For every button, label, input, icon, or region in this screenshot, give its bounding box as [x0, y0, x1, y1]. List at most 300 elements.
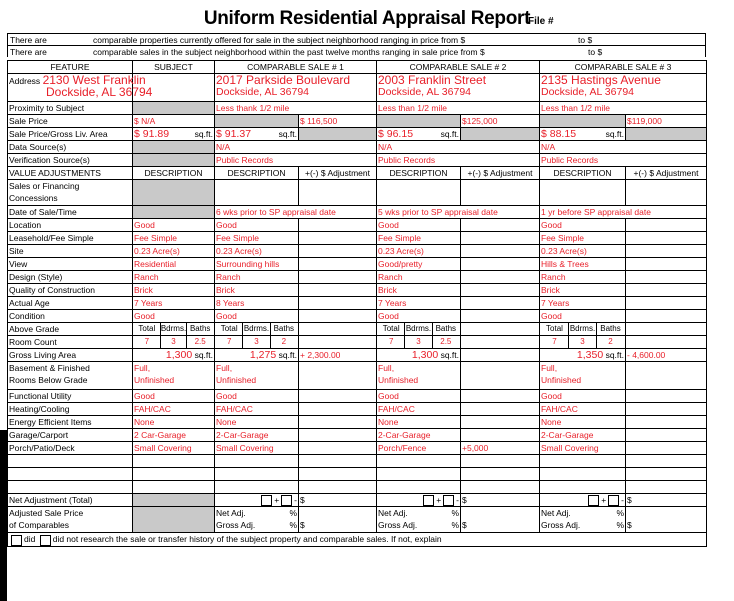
subject-address-line1[interactable]: 2130 West Franklin — [42, 73, 146, 87]
pct-label[interactable]: % — [451, 508, 459, 519]
sqft-unit: sq.ft. — [440, 350, 459, 360]
comp2-room-adj[interactable] — [461, 323, 540, 336]
price-gla-label: Sale Price/Gross Liv. Area — [8, 128, 133, 141]
gla-row — [8, 349, 707, 362]
feature-row — [8, 271, 707, 284]
date-of-sale-label: Date of Sale/Time — [8, 206, 133, 219]
offered-range-text: comparable properties currently offered for sale in the subject neighborhood ranging in price from $ — [93, 35, 466, 45]
subject-value[interactable]: Brick — [133, 284, 215, 297]
sqft-unit: sq.ft. — [194, 350, 213, 360]
plus-label: + — [601, 495, 607, 505]
comp3-adjustment[interactable] — [626, 429, 707, 442]
comp2-description-header: DESCRIPTION — [377, 167, 461, 180]
comp2-adjustment[interactable] — [461, 429, 540, 442]
subject-value[interactable]: Fee Simple — [133, 232, 215, 245]
dollar-label[interactable]: $ — [300, 520, 305, 531]
comp3-financing-adj[interactable] — [626, 180, 707, 206]
basement-finish[interactable]: Unfinished — [378, 375, 419, 385]
sqft-unit: sq.ft. — [605, 350, 624, 360]
comp3-gla-adj[interactable]: - 4,600.00 — [626, 349, 707, 362]
subject-value[interactable]: FAH/CAC — [133, 403, 215, 416]
comp2-sale-price[interactable]: $125,000 — [461, 115, 540, 128]
comp3-room-count-adj[interactable] — [626, 336, 707, 349]
subject-address-line2[interactable]: Dockside, AL 36794 — [46, 85, 153, 99]
comp2-value[interactable]: Good — [377, 390, 461, 403]
baths-header: Baths — [189, 324, 211, 333]
comp1-adjustment[interactable] — [299, 403, 377, 416]
comp2-verification[interactable]: Public Records — [377, 154, 540, 167]
basement-type[interactable]: Full, — [541, 363, 558, 373]
comp1-value[interactable]: Good — [215, 310, 299, 323]
comp1-adjustment[interactable] — [299, 390, 377, 403]
gross-adj-label: Gross Adj. — [216, 520, 256, 531]
comp3-price-gla[interactable]: $ 88.15 — [541, 128, 577, 140]
total-header: Total — [134, 323, 161, 335]
comp2-adjustment[interactable] — [461, 403, 540, 416]
comp3-adjustment[interactable] — [626, 416, 707, 429]
blank-cell[interactable] — [626, 468, 707, 481]
blank-cell[interactable] — [540, 481, 626, 494]
comp1-value[interactable]: None — [215, 416, 299, 429]
comp1-room-adj[interactable] — [299, 323, 377, 336]
blank-cell[interactable] — [299, 468, 377, 481]
comp1-value[interactable]: Good — [215, 390, 299, 403]
blank-cell[interactable] — [540, 468, 626, 481]
comp3-adjustment[interactable] — [626, 297, 707, 310]
blank-cell[interactable] — [299, 455, 377, 468]
comp1-room-count-adj[interactable] — [299, 336, 377, 349]
comp3-header: COMPARABLE SALE # 3 — [540, 61, 707, 74]
comp1-adjustment[interactable] — [299, 416, 377, 429]
blank-row-2 — [8, 468, 707, 481]
comp2-price-gla-cell — [377, 128, 461, 141]
feature-row — [8, 284, 707, 297]
comp3-value[interactable]: 2-Car-Garage — [540, 429, 626, 442]
comp1-value[interactable]: Brick — [215, 284, 299, 297]
comp2-value[interactable]: Fee Simple — [377, 232, 461, 245]
comp2-value[interactable]: Porch/Fence — [377, 442, 461, 455]
verification-label: Verification Source(s) — [8, 154, 133, 167]
comp3-value[interactable]: Hills & Trees — [540, 258, 626, 271]
comp3-adjustment[interactable] — [626, 284, 707, 297]
comp2-gla-adj[interactable] — [461, 349, 540, 362]
there-are-label: There are — [10, 47, 47, 57]
feature-row — [8, 219, 707, 232]
comp1-adjustment[interactable] — [299, 258, 377, 271]
subject-financing-shaded — [133, 180, 215, 206]
offered-range-row — [7, 33, 706, 45]
comp3-value[interactable]: None — [540, 416, 626, 429]
subject-verification-shaded — [133, 154, 215, 167]
comp3-room-adj[interactable] — [626, 323, 707, 336]
blank-cell[interactable] — [215, 481, 299, 494]
comp3-verification[interactable]: Public Records — [540, 154, 707, 167]
comp2-value[interactable]: 0.23 Acre(s) — [377, 245, 461, 258]
feature-label: Heating/Cooling — [8, 403, 133, 416]
basement-type[interactable]: Full, — [134, 363, 151, 373]
comp1-address-line1[interactable]: 2017 Parkside Boulevard — [216, 73, 351, 87]
blank-cell[interactable] — [133, 481, 215, 494]
comp2-value[interactable]: Brick — [377, 284, 461, 297]
comp3-adjustment[interactable] — [626, 390, 707, 403]
comp3-sale-price[interactable]: $119,000 — [626, 115, 707, 128]
comp3-value[interactable]: FAH/CAC — [540, 403, 626, 416]
comp3-adjustment[interactable] — [626, 232, 707, 245]
comp2-value[interactable]: Good — [377, 310, 461, 323]
minus-checkbox[interactable] — [443, 495, 454, 506]
comp1-adjustment[interactable] — [299, 429, 377, 442]
comp1-gla-adj[interactable]: + 2,300.00 — [299, 349, 377, 362]
blank-cell[interactable] — [8, 455, 133, 468]
basement-type[interactable]: Full, — [378, 363, 395, 373]
pct-label[interactable]: % — [616, 508, 624, 519]
subject-value[interactable]: 0.23 Acre(s) — [133, 245, 215, 258]
subject-price-gla[interactable]: $ 91.89 — [134, 128, 170, 140]
did-checkbox[interactable] — [11, 535, 22, 546]
blank-cell[interactable] — [540, 455, 626, 468]
baths[interactable]: 2 — [608, 337, 613, 346]
subject-value[interactable]: Small Covering — [133, 442, 215, 455]
blank-cell[interactable] — [377, 468, 461, 481]
dollar-label[interactable]: $ — [627, 520, 632, 531]
baths[interactable]: 2.5 — [440, 337, 452, 346]
blank-cell[interactable] — [299, 481, 377, 494]
baths[interactable]: 2 — [281, 337, 287, 346]
comp1-value[interactable]: Small Covering — [215, 442, 299, 455]
comp1-gla[interactable]: 1,275 — [249, 349, 277, 361]
total-rooms[interactable]: 7 — [216, 336, 243, 348]
comp3-gla[interactable]: 1,350 — [576, 349, 604, 361]
comp2-price-gla-shaded — [461, 128, 540, 141]
subject-value[interactable]: Good — [133, 310, 215, 323]
comp2-value[interactable]: Good — [377, 219, 461, 232]
feature-label: Location — [8, 219, 133, 232]
baths-header: Baths — [435, 324, 457, 333]
blank-cell[interactable] — [377, 481, 461, 494]
comp3-price-gla-shaded — [626, 128, 707, 141]
comp3-net-adj-toggle — [540, 494, 626, 507]
address-row — [8, 74, 707, 102]
comp3-basement-adj[interactable] — [626, 362, 707, 390]
feature-label: Functional Utility — [8, 390, 133, 403]
plus-checkbox[interactable] — [261, 495, 272, 506]
blank-cell[interactable] — [461, 481, 540, 494]
comp3-date-of-sale[interactable]: 1 yr before SP appraisal date — [540, 206, 707, 219]
comp1-sale-price[interactable]: $ 116,500 — [299, 115, 377, 128]
comp1-basement-adj[interactable] — [299, 362, 377, 390]
minus-checkbox[interactable] — [281, 495, 292, 506]
basement-label2: Rooms Below Grade — [9, 375, 88, 385]
comp1-net-adj[interactable]: $ — [299, 494, 377, 507]
comp1-adjustment-header: +(-) $ Adjustment — [299, 167, 377, 180]
subject-value[interactable]: Residential — [133, 258, 215, 271]
comp3-address-line2[interactable]: Dockside, AL 36794 — [541, 86, 635, 98]
comp2-room-header — [377, 323, 461, 336]
minus-checkbox[interactable] — [608, 495, 619, 506]
comp1-verification[interactable]: Public Records — [215, 154, 377, 167]
comp1-value[interactable]: 8 Years — [215, 297, 299, 310]
comp1-value[interactable]: Ranch — [215, 271, 299, 284]
comp2-price-gla[interactable]: $ 96.15 — [378, 128, 414, 140]
comp2-gla[interactable]: 1,300 — [411, 349, 439, 361]
comp1-financing-adj[interactable] — [299, 180, 377, 206]
comp1-financing[interactable] — [215, 180, 299, 206]
comp2-value[interactable]: 2-Car-Garage — [377, 429, 461, 442]
comp1-adjustment[interactable] — [299, 442, 377, 455]
comp3-adjustment[interactable] — [626, 245, 707, 258]
comp2-room-count-adj[interactable] — [461, 336, 540, 349]
subject-proximity-cell — [133, 102, 215, 115]
comp1-adjustment[interactable] — [299, 245, 377, 258]
baths[interactable]: 2.5 — [194, 337, 206, 346]
comp1-basement — [215, 362, 299, 390]
blank-cell[interactable] — [215, 455, 299, 468]
comp3-adjustment[interactable] — [626, 442, 707, 455]
comp1-adjustment[interactable] — [299, 284, 377, 297]
feature-label: Leasehold/Fee Simple — [8, 232, 133, 245]
feature-row — [8, 310, 707, 323]
blank-cell[interactable] — [461, 468, 540, 481]
blank-cell[interactable] — [133, 455, 215, 468]
comp1-value[interactable]: FAH/CAC — [215, 403, 299, 416]
subject-room-header — [133, 323, 215, 336]
sales-to-label: to $ — [588, 47, 603, 57]
blank-row-3 — [8, 481, 707, 494]
feature-row — [8, 232, 707, 245]
net-adjustment-label: Net Adjustment (Total) — [8, 494, 133, 507]
minus-label: - — [621, 495, 624, 505]
blank-cell[interactable] — [133, 468, 215, 481]
comp3-data-source[interactable]: N/A — [540, 141, 707, 154]
comp3-room-header — [540, 323, 626, 336]
did-not-checkbox[interactable] — [40, 535, 51, 546]
blank-cell[interactable] — [8, 468, 133, 481]
bedrooms[interactable]: 3 — [569, 336, 597, 348]
comp1-value[interactable]: 0.23 Acre(s) — [215, 245, 299, 258]
comp3-value[interactable]: Brick — [540, 284, 626, 297]
feature-row — [8, 258, 707, 271]
comp3-adjustment[interactable] — [626, 271, 707, 284]
feature-rows-2 — [8, 390, 707, 455]
subject-gla[interactable]: 1,300 — [165, 349, 193, 361]
feature-label: Actual Age — [8, 297, 133, 310]
pct-label[interactable]: % — [289, 520, 297, 531]
feature-rows — [8, 219, 707, 323]
comp3-sale-price-shaded — [540, 115, 626, 128]
comp2-basement — [377, 362, 461, 390]
comp1-value[interactable]: Fee Simple — [215, 232, 299, 245]
comp2-net-adj[interactable]: $ — [461, 494, 540, 507]
blank-cell[interactable] — [626, 455, 707, 468]
subject-data-source-shaded — [133, 141, 215, 154]
comp2-value[interactable]: Ranch — [377, 271, 461, 284]
comp2-room-count — [377, 336, 461, 349]
comp3-value[interactable]: Good — [540, 390, 626, 403]
comp2-basement-adj[interactable] — [461, 362, 540, 390]
comp3-value[interactable]: 0.23 Acre(s) — [540, 245, 626, 258]
comp3-proximity[interactable]: Less than 1/2 mile — [540, 102, 707, 115]
comp3-value[interactable]: Good — [540, 310, 626, 323]
comp1-description-header: DESCRIPTION — [215, 167, 299, 180]
subject-date-shaded — [133, 206, 215, 219]
comp1-value[interactable]: 2-Car-Garage — [215, 429, 299, 442]
comp1-room-header — [215, 323, 299, 336]
sales-range-text: comparable sales in the subject neighborhood within the past twelve months ranging in sale price from $ — [93, 47, 485, 57]
feature-row — [8, 429, 707, 442]
basement-finish[interactable]: Unfinished — [134, 375, 175, 385]
comp2-header: COMPARABLE SALE # 2 — [377, 61, 540, 74]
research-row — [8, 533, 707, 546]
comp2-adjustment[interactable] — [461, 284, 540, 297]
sale-price-row — [8, 115, 707, 128]
blank-cell[interactable] — [461, 455, 540, 468]
comp2-address-line1[interactable]: 2003 Franklin Street — [378, 73, 487, 87]
comp2-adjustment[interactable] — [461, 390, 540, 403]
bedrooms[interactable]: 3 — [161, 336, 188, 348]
plus-checkbox[interactable] — [423, 495, 434, 506]
comp1-net-adj-toggle — [215, 494, 299, 507]
comp2-adjustment[interactable] — [461, 232, 540, 245]
comp2-proximity[interactable]: Less than 1/2 mile — [377, 102, 540, 115]
comp1-proximity[interactable]: Less thank 1/2 mile — [215, 102, 377, 115]
comp1-data-source[interactable]: N/A — [215, 141, 377, 154]
sale-price-label: Sale Price — [8, 115, 133, 128]
subject-basement — [133, 362, 215, 390]
comp2-adjustment[interactable] — [461, 416, 540, 429]
comp3-value[interactable]: Fee Simple — [540, 232, 626, 245]
comp2-adjusted-price — [461, 507, 540, 533]
comp2-adjustment[interactable]: +5,000 — [461, 442, 540, 455]
blank-cell[interactable] — [215, 468, 299, 481]
sqft-unit: sq.ft. — [440, 129, 459, 139]
comp3-value[interactable]: Small Covering — [540, 442, 626, 455]
comp3-net-adj[interactable]: $ — [626, 494, 707, 507]
feature-header: FEATURE — [8, 61, 133, 74]
total-header: Total — [378, 323, 405, 335]
subject-sale-price[interactable]: $ N/A — [133, 115, 215, 128]
basement-finish[interactable]: Unfinished — [541, 375, 582, 385]
comp2-adjustment-header: +(-) $ Adjustment — [461, 167, 540, 180]
pct-label[interactable]: % — [616, 520, 624, 531]
gross-adj-label: Gross Adj. — [378, 520, 418, 531]
comp1-adjustment[interactable] — [299, 297, 377, 310]
comp3-adjustment[interactable] — [626, 219, 707, 232]
comp1-adjustment[interactable] — [299, 310, 377, 323]
comp3-address-line1[interactable]: 2135 Hastings Avenue — [541, 73, 661, 87]
subject-value[interactable]: Ranch — [133, 271, 215, 284]
subject-value[interactable]: None — [133, 416, 215, 429]
comp2-adjustment[interactable] — [461, 245, 540, 258]
room-count-row — [8, 336, 707, 349]
sales-range-row — [7, 45, 706, 57]
file-number-label: File # — [528, 16, 554, 27]
financing-label1: Sales or Financing — [9, 181, 80, 191]
comp2-net-adj-toggle — [377, 494, 461, 507]
comp1-date-of-sale[interactable]: 6 wks prior to SP appraisal date — [215, 206, 377, 219]
feature-label: Quality of Construction — [8, 284, 133, 297]
comp3-value[interactable]: Ranch — [540, 271, 626, 284]
net-adj-label: Net Adj. — [216, 508, 246, 519]
section-sidebar — [0, 430, 7, 601]
comp2-value[interactable]: Good/pretty — [377, 258, 461, 271]
comp2-adjustment[interactable] — [461, 219, 540, 232]
comp2-adjustment[interactable] — [461, 310, 540, 323]
comp2-adjustment[interactable] — [461, 297, 540, 310]
basement-type[interactable]: Full, — [216, 363, 233, 373]
comp2-date-of-sale[interactable]: 5 wks prior to SP appraisal date — [377, 206, 540, 219]
subject-net-adj-shaded — [133, 494, 215, 507]
total-rooms[interactable]: 7 — [134, 336, 161, 348]
comp1-address-line2[interactable]: Dockside, AL 36794 — [216, 86, 310, 98]
comp3-value[interactable]: Good — [540, 219, 626, 232]
subject-value[interactable]: Good — [133, 219, 215, 232]
pct-label[interactable]: % — [451, 520, 459, 531]
feature-row — [8, 416, 707, 429]
comp1-adjustment[interactable] — [299, 219, 377, 232]
feature-label: Garage/Carport — [8, 429, 133, 442]
comp3-financing[interactable] — [540, 180, 626, 206]
proximity-label: Proximity to Subject — [8, 102, 133, 115]
dollar-label[interactable]: $ — [462, 520, 467, 531]
subject-value[interactable]: 7 Years — [133, 297, 215, 310]
comp2-adjustment[interactable] — [461, 258, 540, 271]
value-adjustments-label: VALUE ADJUSTMENTS — [8, 167, 133, 180]
plus-checkbox[interactable] — [588, 495, 599, 506]
blank-cell[interactable] — [377, 455, 461, 468]
feature-row — [8, 297, 707, 310]
comp3-adjustment[interactable] — [626, 258, 707, 271]
comp1-room-count — [215, 336, 299, 349]
pct-label[interactable]: % — [289, 508, 297, 519]
net-adj-label: Net Adj. — [541, 508, 571, 519]
feature-row — [8, 390, 707, 403]
comp3-adjustment[interactable] — [626, 403, 707, 416]
comp1-adjustment[interactable] — [299, 271, 377, 284]
comp1-value[interactable]: Good — [215, 219, 299, 232]
comp3-value[interactable]: 7 Years — [540, 297, 626, 310]
blank-cell[interactable] — [8, 481, 133, 494]
comp1-value[interactable]: Surrounding hills — [215, 258, 299, 271]
subject-description-header: DESCRIPTION — [133, 167, 215, 180]
bedrooms[interactable]: 3 — [405, 336, 432, 348]
offered-to-label: to $ — [578, 35, 593, 45]
comp1-adjustment[interactable] — [299, 232, 377, 245]
subject-value[interactable]: Good — [133, 390, 215, 403]
comp2-address-line2[interactable]: Dockside, AL 36794 — [378, 86, 472, 98]
comp2-data-source[interactable]: N/A — [377, 141, 540, 154]
comp3-adjustment[interactable] — [626, 310, 707, 323]
comp1-price-gla[interactable]: $ 91.37 — [216, 128, 252, 140]
basement-label1: Basement & Finished — [9, 363, 90, 373]
price-per-gla-row — [8, 128, 707, 141]
comp2-financing-adj[interactable] — [461, 180, 540, 206]
blank-row-1 — [8, 455, 707, 468]
gla-label: Gross Living Area — [8, 349, 133, 362]
basement-finish[interactable]: Unfinished — [216, 375, 257, 385]
total-rooms[interactable]: 7 — [378, 336, 405, 348]
comp2-value[interactable]: None — [377, 416, 461, 429]
blank-cell[interactable] — [626, 481, 707, 494]
bedrooms[interactable]: 3 — [243, 336, 270, 348]
subject-value[interactable]: 2 Car-Garage — [133, 429, 215, 442]
bdrms-header: Bdrms. — [405, 324, 432, 333]
total-rooms[interactable]: 7 — [541, 336, 569, 348]
comp2-adjustment[interactable] — [461, 271, 540, 284]
comp2-value[interactable]: FAH/CAC — [377, 403, 461, 416]
comp2-value[interactable]: 7 Years — [377, 297, 461, 310]
comp2-financing[interactable] — [377, 180, 461, 206]
plus-label: + — [436, 495, 442, 505]
